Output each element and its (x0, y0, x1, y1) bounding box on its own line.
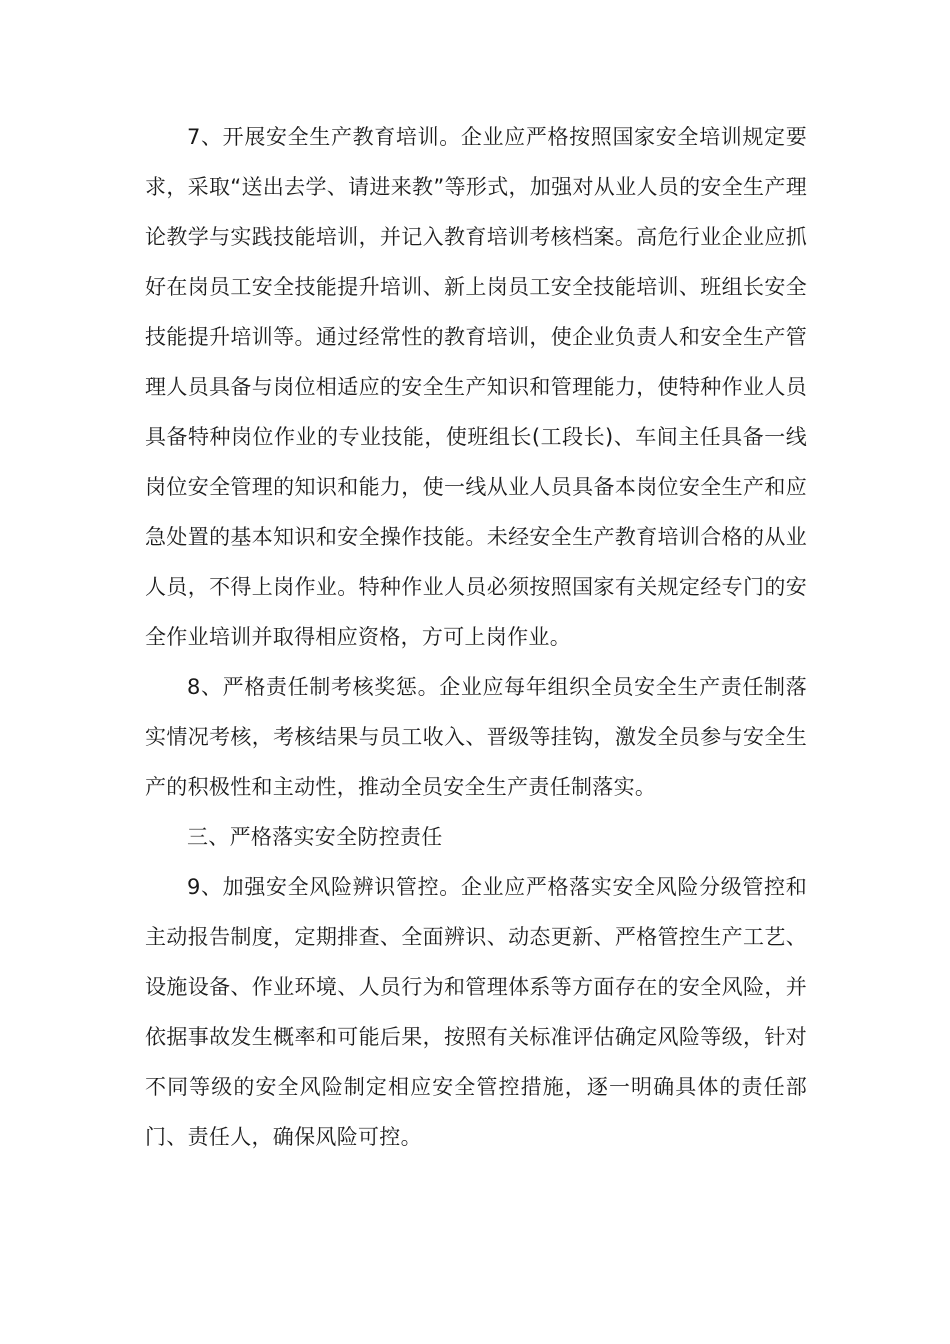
section-heading-3: 三、严格落实安全防控责任 (187, 825, 443, 849)
document-body (145, 112, 807, 1162)
paragraph-item-8-accountability: 8、严格责任制考核奖惩。企业应每年组织全员安全生产责任制落实情况考核，考核结果与员工收入、晋级等挂钩，激发全员参与安全生产的积极性和主动性，推动全员安全生产责任制落实。 (145, 675, 807, 799)
paragraph-item-9-risk-control: 9、加强安全风险辨识管控。企业应严格落实安全风险分级管控和主动报告制度，定期排查、全面辨识、动态更新、严格管控生产工艺、设施设备、作业环境、人员行为和管理体系等方面存在的安全风险，并依据事故发生概率和可能后果，按照有关标准评估确定风险等级，针对不同等级的安全风险制定相应安全管控措施，逐一明确具体的责任部门、责任人，确保风险可控。 (145, 875, 807, 1149)
paragraph-item-7-training: 7、开展安全生产教育培训。企业应严格按照国家安全培训规定要求，采取“送出去学、请进来教”等形式，加强对从业人员的安全生产理论教学与实践技能培训，并记入教育培训考核档案。高危行业企业应抓好在岗员工安全技能提升培训、新上岗员工安全技能培训、班组长安全技能提升培训等。通过经常性的教育培训，使企业负责人和安全生产管理人员具备与岗位相适应的安全生产知识和管理能力，使特种作业人员具备特种岗位作业的专业技能，使班组长(工段长)、车间主任具备一线岗位安全管理的知识和能力，使一线从业人员具备本岗位安全生产和应急处置的基本知识和安全操作技能。未经安全生产教育培训合格的从业人员，不得上岗作业。特种作业人员必须按照国家有关规定经专门的安全作业培训并取得相应资格，方可上岗作业。 (145, 125, 807, 649)
